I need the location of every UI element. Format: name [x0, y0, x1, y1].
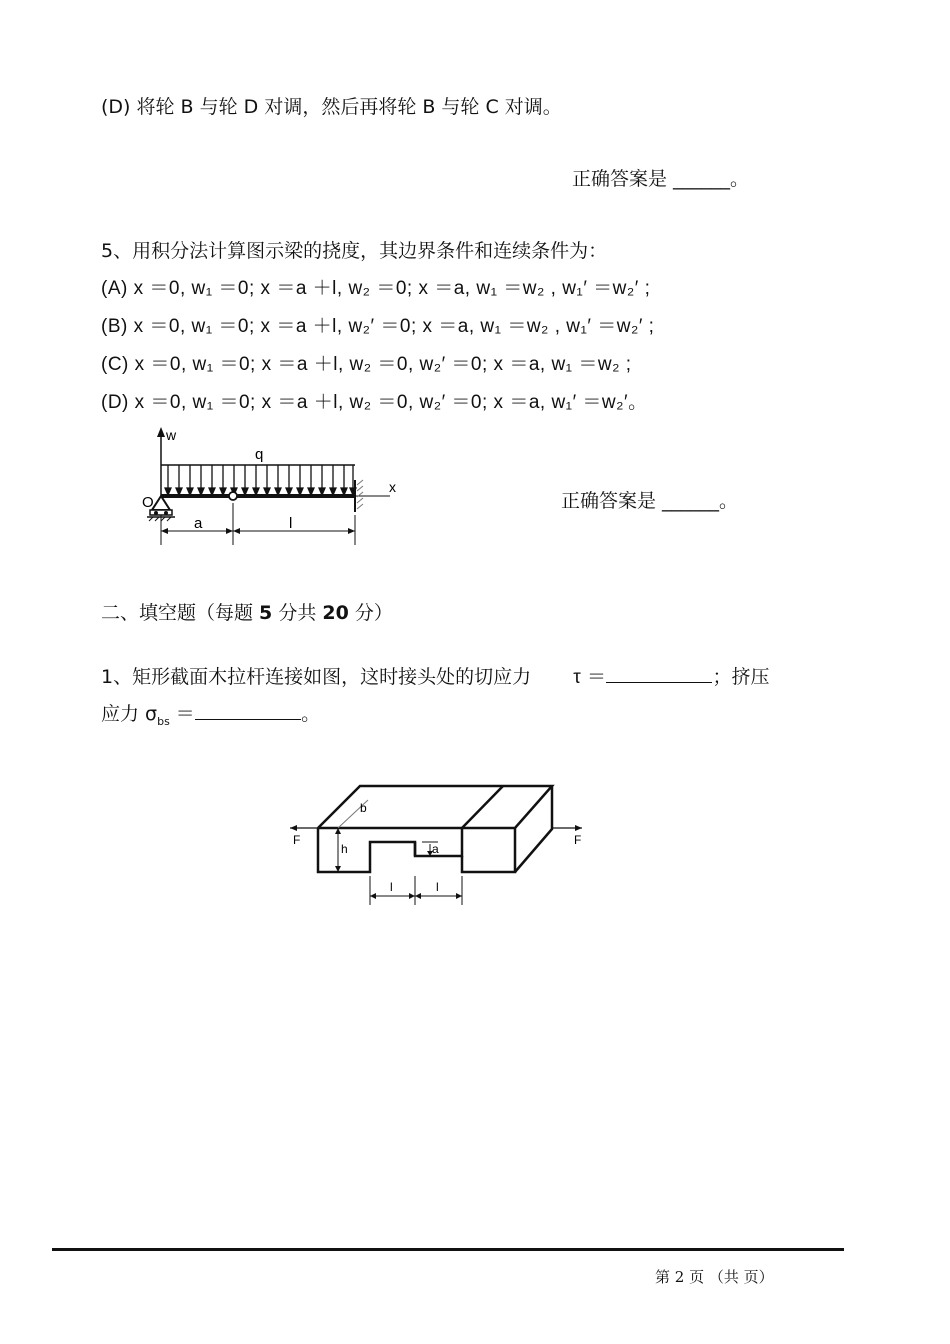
- dim-a-label: a: [432, 842, 439, 856]
- dim-l1-label: l: [390, 880, 393, 894]
- force-left-label: F: [293, 833, 301, 847]
- dim-h-label: h: [341, 842, 348, 856]
- x-axis-label: x: [389, 479, 396, 495]
- tau-symbol: τ ＝: [573, 667, 607, 688]
- beam: [161, 494, 355, 498]
- q5-answer-label: 正确答案是 ______。: [561, 490, 739, 512]
- dim-b-label: b: [360, 801, 367, 815]
- fill1-line1: 1、矩形截面木拉杆连接如图，这时接头处的切应力 τ ＝ ；挤压: [101, 666, 770, 688]
- bs-subscript: bs: [157, 714, 170, 728]
- sigma-answer-blank[interactable]: [195, 701, 301, 720]
- distributed-load-arrows: [165, 465, 356, 495]
- dim-l-label: l: [289, 515, 293, 532]
- page-footer: 第 2 页 （共 页）: [655, 1268, 774, 1286]
- tau-answer-blank[interactable]: [606, 664, 712, 683]
- q5-stem: 5、用积分法计算图示梁的挠度，其边界条件和连续条件为：: [101, 240, 608, 262]
- dim-a-label: a: [194, 515, 203, 532]
- q-label: q: [255, 446, 264, 463]
- force-right-label: F: [574, 833, 582, 847]
- q5-option-b: (B) x ＝0, w₁ ＝0; x ＝a ＋l, w₂′ ＝0; x ＝a, w₁ ＝w₂ , w₁′ ＝w₂′ ;: [101, 316, 655, 337]
- fill1-line2: 应力 $\sigma_{bs}$ ＝ 。: [101, 703, 321, 728]
- q4-answer-label: 正确答案是 ______。: [572, 168, 750, 190]
- q5-option-d: (D) x ＝0, w₁ ＝0; x ＝a ＋l, w₂ ＝0, w₂′ ＝0; x ＝a, w₁′ ＝w₂′。: [101, 392, 648, 413]
- beam-figure: [135, 425, 415, 550]
- q5-option-c: (C) x ＝0, w₁ ＝0; x ＝a ＋l, w₂ ＝0, w₂′ ＝0; x ＝a, w₁ ＝w₂ ;: [101, 354, 632, 375]
- section2-title: 二、填空题（每题 5 分共 20 分）: [101, 602, 393, 624]
- q4-option-d: (D) 将轮 B 与轮 D 对调，然后再将轮 B 与轮 C 对调。: [101, 96, 562, 118]
- footer-rule: [52, 1248, 844, 1251]
- w-axis-label: w: [166, 427, 177, 443]
- dim-l2-label: l: [436, 880, 439, 894]
- middle-hinge: [229, 492, 237, 500]
- tie-joint-figure: [290, 780, 590, 910]
- origin-label: O: [142, 494, 154, 511]
- q5-option-a: (A) x ＝0, w₁ ＝0; x ＝a ＋l, w₂ ＝0; x ＝a, w₁ ＝w₂ , w₁′ ＝w₂′ ;: [101, 278, 651, 299]
